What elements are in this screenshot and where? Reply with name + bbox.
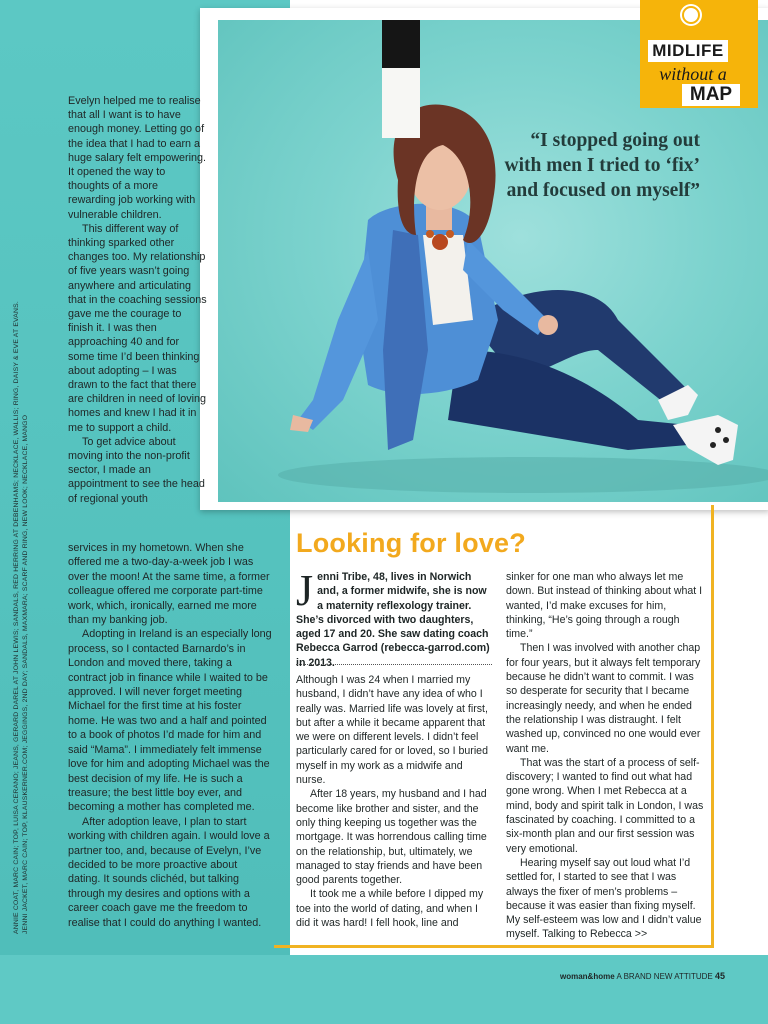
badge-line-1: MIDLIFE [648, 40, 728, 62]
paragraph: Adopting in Ireland is an especially long process, so I contacted Barnardo’s in London and moved there, taking a contract job in finance while I waited to be approved. I will never forget meeting Michael for the first time at his foster home. He was two and a half and pointed to a book of photos I’d made for him and said “Mama”. I immediately felt immense love for him and adopting Michael was the best decision of my life. He is such a treasure; the best little boy ever, and becoming a mother has completed me. [68, 628, 272, 814]
intro-paragraph [296, 566, 492, 670]
paragraph: After 18 years, my husband and I had become like brother and sister, and the only thing keeping us together was the mortgage. It was horrendous calling time on the relationship, but, ultimately, we managed to stay friends and have been good parents together. [296, 788, 487, 887]
badge-line-3: MAP [682, 84, 740, 106]
footer-tagline: A BRAND NEW ATTITUDE [616, 972, 713, 981]
left-column-top [68, 94, 208, 506]
paragraph: Hearing myself say out loud what I’d settled for, I started to see that I was always the fixer of men’s problems – because it was easier than fixing myself. My self-esteem was low and I didn’t value myself. Talking to Rebecca >> [506, 856, 702, 941]
page-number: 45 [715, 971, 726, 981]
paragraph: services in my hometown. When she offered me a two-day-a-week job I was over the moon! At the same time, a former colleague offered me corporate part-time work, which, ironically, earned me more than my banking job. [68, 542, 270, 627]
paragraph: To get advice about moving into the non-profit sector, I made an appointment to see the head of regional youth [68, 435, 205, 505]
section-headline: Looking for love? [296, 528, 526, 558]
pull-quote: “I stopped going out with men I tried to ‘fix’ and focused on myself” [504, 130, 700, 201]
pin-icon [682, 6, 700, 24]
paragraph: That was the start of a process of self-discovery; I wanted to find out what had gone wrong. When I met Rebecca at a mind, body and spirit talk in London, I was fascinated by coaching. I committed to a six-month plan and our first session was very emotional. [506, 756, 704, 855]
intro-text: enni Tribe, 48, lives in Norwich and, a former midwife, she is now a maternity reflexology trainer. She’s divorced with two daughters, aged 17 and 20. She saw dating coach Rebecca Garrod (rebecca-garrod.com) in 2013. [296, 571, 490, 669]
left-column-bottom [68, 541, 272, 930]
paragraph: It took me a while before I dipped my toe into the world of dating, and when I did it was hard! I fell hook, line and [296, 888, 484, 930]
paragraph: Although I was 24 when I married my husband, I didn’t have any idea of who I really was. Married life was lovely at first, but after a while it became apparent that we were on different levels. I didn’t feel particularly cared for or loved, so I buried myself in my work as a midwife and nurse. [296, 674, 488, 787]
middle-column [296, 673, 494, 930]
right-column [506, 570, 704, 942]
paragraph: This different way of thinking sparked other changes too. My relationship of five years wasn’t going anywhere and articulating that in the coaching sessions gave me the courage to finish it. I was then approaching 40 and for some time I’d been thinking about adopting – I was drawn to the fact that there are children in need of loving homes and knew I had it in me to support a child. [68, 222, 207, 434]
paragraph: sinker for one man who always let me down. But instead of thinking about what I wanted, I’d make excuses for him, thinking, “He’s going through a rough time.” [506, 571, 703, 641]
fashion-credits-text: ANNIE COAT, MARC CAIN; TOP, LUISA CERANO; JEANS, GERARD DAREL AT JOHN LEWIS; SANDALS, RED HERRING AT DEBENHAMS; NECKLACE, WALLIS; RING, DAISY & EVE AT EVANS. JENNI JACKET, MARC CAIN; TOP, KLAUSKERNER.COM; JEGGINGS, 2ND DAY; SANDALS, MAXMARA; SCARF AND RING, NEW LOOK; NECKLACE, MANGO [13, 301, 29, 934]
footer-brand: woman&home [560, 972, 615, 981]
background-pole-white [382, 68, 420, 138]
teal-footer-band [0, 955, 768, 1024]
drop-cap: J [296, 566, 314, 615]
badge-line-2: without a [659, 64, 727, 84]
paragraph: Then I was involved with another chap for four years, but it always felt temporary because he didn’t want to commit. I was so desperate for security that I became increasingly needy, and when he ended the relationship I was distraught. I felt washed up, convinced no one would ever want me. [506, 642, 701, 755]
page-footer [560, 971, 725, 981]
fashion-credits [6, 300, 36, 940]
paragraph: After adoption leave, I plan to start working with children again. I would love a partner too, and, because of Evelyn, I’ve decided to be more proactive about dating. It sounds clichéd, but talking through my desires and options with a career coach gave me the freedom to realise that I could do anything I wanted. [68, 815, 270, 929]
background-pole-top [382, 20, 420, 68]
paragraph: Evelyn helped me to realise that all I want is to have enough money. Letting go of the idea that I had to earn a huge salary felt empowering. It opened the way to thoughts of a more rewarding job working with vulnerable children. [68, 95, 207, 221]
dotted-divider [296, 664, 492, 665]
